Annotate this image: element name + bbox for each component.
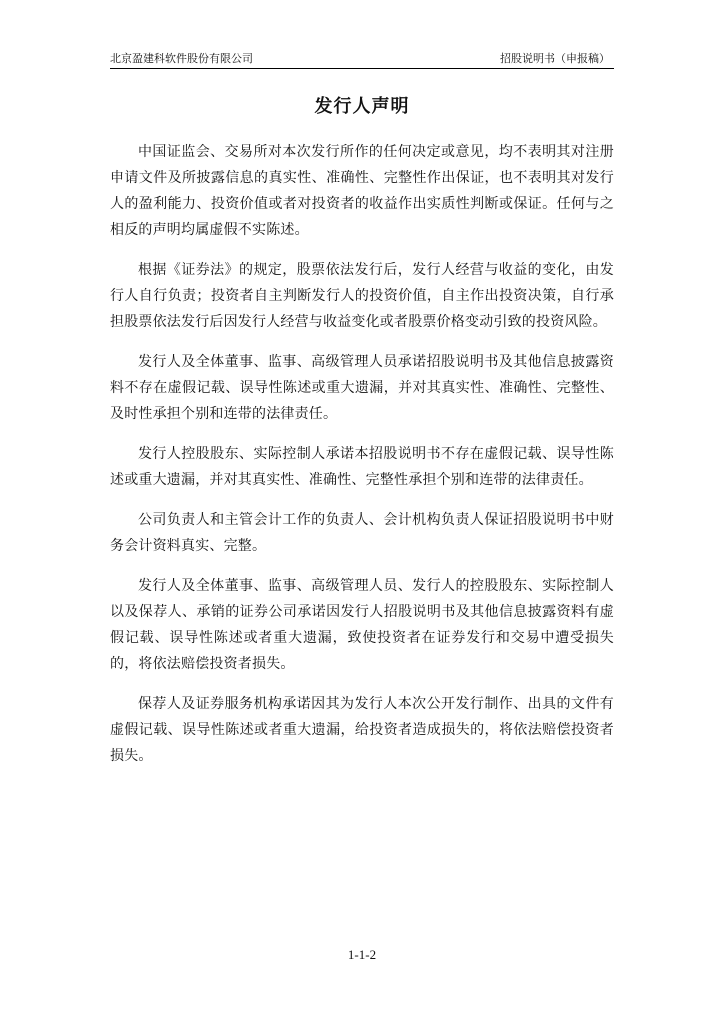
- paragraph: 发行人控股股东、实际控制人承诺本招股说明书不存在虚假记载、误导性陈述或重大遗漏，并对其真实性、准确性、完整性承担个别和连带的法律责任。: [110, 446, 614, 488]
- paragraph: 中国证监会、交易所对本次发行所作的任何决定或意见，均不表明其对注册申请文件及所披露信息的真实性、准确性、完整性作出保证，也不表明其对发行人的盈利能力、投资价值或者对投资者的收益作出实质性判断或保证。任何与之相反的声明均属虚假不实陈述。: [110, 144, 614, 238]
- paragraph: 根据《证券法》的规定，股票依法发行后，发行人经营与收益的变化，由发行人自行负责；投资者自主判断发行人的投资价值，自主作出投资决策，自行承担股票依法发行后因发行人经营与收益变化或者股票价格变动引致的投资风险。: [110, 262, 614, 330]
- header-document-type: 招股说明书（申报稿）: [500, 52, 610, 65]
- paragraph: 发行人及全体董事、监事、高级管理人员、发行人的控股股东、实际控制人以及保荐人、承销的证券公司承诺因发行人招股说明书及其他信息披露资料有虚假记载、误导性陈述或者重大遗漏，致使投资者在证券发行和交易中遭受损失的，将依法赔偿投资者损失。: [110, 578, 614, 672]
- header-company-name: 北京盈建科软件股份有限公司: [110, 52, 253, 65]
- page-header: [110, 50, 614, 69]
- paragraph: 发行人及全体董事、监事、高级管理人员承诺招股说明书及其他信息披露资料不存在虚假记载、误导性陈述或重大遗漏，并对其真实性、准确性、完整性、及时性承担个别和连带的法律责任。: [110, 354, 614, 422]
- page-title: 发行人声明: [314, 96, 410, 117]
- page-number: 1-1-2: [347, 947, 377, 962]
- paragraph: 公司负责人和主管会计工作的负责人、会计机构负责人保证招股说明书中财务会计资料真实、完整。: [110, 512, 614, 554]
- paragraph: 保荐人及证券服务机构承诺因其为发行人本次公开发行制作、出具的文件有虚假记载、误导性陈述或者重大遗漏，给投资者造成损失的，将依法赔偿投资者损失。: [110, 696, 614, 764]
- statement-body: [110, 139, 614, 783]
